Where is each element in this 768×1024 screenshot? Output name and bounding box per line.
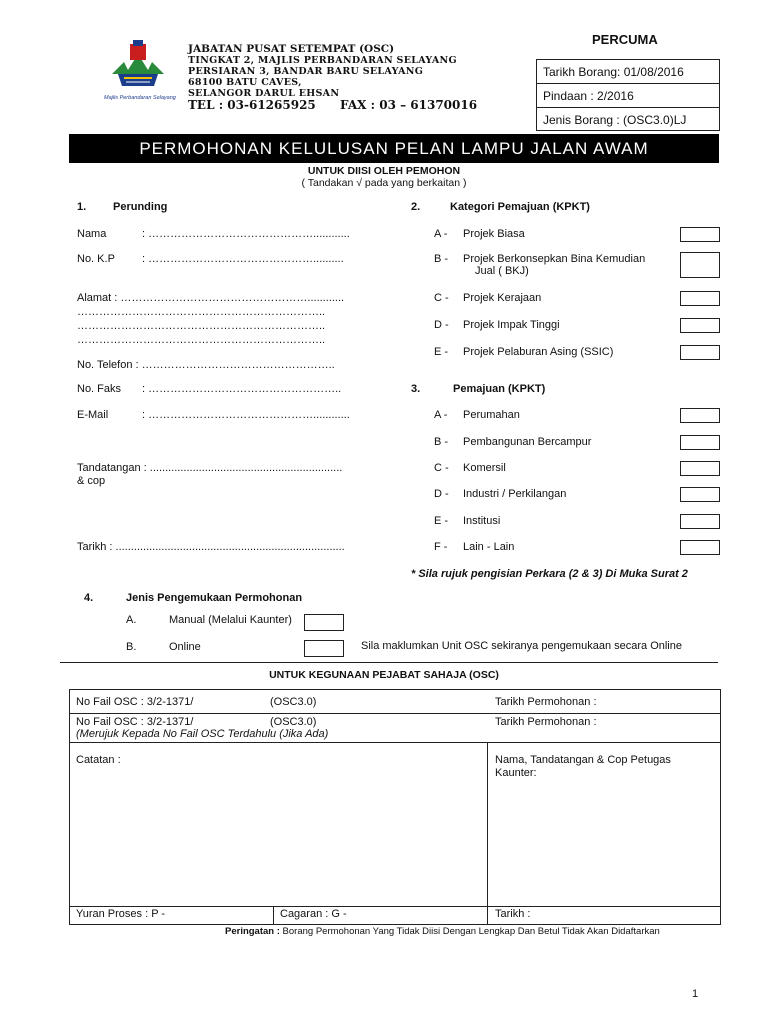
instruction: ( Tandakan √ pada yang berkaitan )	[301, 177, 467, 189]
cop-label: & cop	[77, 475, 106, 487]
kategori-a-label: Projek Biasa	[463, 228, 525, 240]
kategori-d-checkbox[interactable]	[680, 318, 720, 333]
address-line-1: TINGKAT 2, MAJLIS PERBANDARAN SELAYANG	[188, 55, 457, 66]
submission-a-code: A.	[126, 614, 137, 626]
kategori-c-checkbox[interactable]	[680, 291, 720, 306]
nokp-label: No. K.P	[77, 253, 115, 265]
fax: FAX : 03 – 61370016	[340, 98, 478, 112]
tarikh-permohonan-2: Tarikh Permohonan :	[495, 716, 597, 728]
pemajuan-d-code: D -	[434, 488, 449, 500]
pemajuan-a-label: Perumahan	[463, 409, 520, 421]
pindaan: Pindaan : 2/2016	[537, 84, 719, 108]
form-title: PERMOHONAN KELULUSAN PELAN LAMPU JALAN AWAM	[69, 134, 719, 163]
percuma-label: PERCUMA	[592, 32, 658, 47]
pemajuan-c-code: C -	[434, 462, 449, 474]
pemajuan-e-checkbox[interactable]	[680, 514, 720, 529]
kategori-d-label: Projek Impak Tinggi	[463, 319, 560, 331]
osc-1: (OSC3.0)	[270, 696, 317, 708]
pemajuan-d-label: Industri / Perkilangan	[463, 488, 567, 500]
office-vline-2	[273, 906, 274, 924]
tandatangan-field[interactable]: Tandatangan : ...............................................................	[77, 462, 343, 474]
kategori-a-checkbox[interactable]	[680, 227, 720, 242]
nama-field[interactable]: : ………………………………………............	[142, 228, 350, 240]
tarikh-borang: Tarikh Borang: 01/08/2016	[537, 60, 719, 84]
section-3-note: * Sila rujuk pengisian Perkara (2 & 3) Di Muka Surat 2	[411, 568, 688, 580]
kategori-b-checkbox[interactable]	[680, 252, 720, 278]
office-row-divider-3	[70, 906, 720, 907]
faks-label: No. Faks	[77, 383, 122, 395]
tarikh-permohonan-1: Tarikh Permohonan :	[495, 696, 597, 708]
kategori-c-label: Projek Kerajaan	[463, 292, 542, 304]
section-4-number: 4.	[84, 592, 94, 604]
nama-label: Nama	[77, 228, 107, 240]
catatan-label: Catatan :	[76, 754, 121, 766]
kategori-b-code: B -	[434, 253, 449, 265]
email-field[interactable]: : ………………………………………............	[142, 409, 350, 421]
email-label: E-Mail	[77, 409, 109, 421]
warning-text: Borang Permohonan Yang Tidak Diisi Dengan Lengkap Dan Betul Tidak Akan Didaftarkan	[279, 926, 660, 937]
warning-label: Peringatan :	[225, 926, 280, 937]
nama-petugas-label: Nama, Tandatangan & Cop Petugas Kaunter:	[495, 754, 671, 779]
jenis-borang: Jenis Borang : (OSC3.0)LJ	[543, 112, 687, 127]
cagaran-label: Cagaran : G -	[280, 908, 347, 920]
kategori-c-code: C -	[434, 292, 449, 304]
online-checkbox[interactable]	[304, 640, 344, 657]
pemajuan-c-label: Komersil	[463, 462, 506, 474]
section-3-heading: Pemajuan (KPKT)	[453, 383, 546, 395]
kategori-b-label: Projek Berkonsepkan Bina Kemudian	[463, 253, 646, 265]
section-divider	[60, 662, 718, 663]
logo	[104, 40, 176, 106]
pemajuan-c-checkbox[interactable]	[680, 461, 720, 476]
office-use-table	[69, 689, 721, 925]
section-4-heading: Jenis Pengemukaan Permohonan	[126, 592, 303, 604]
alamat-field[interactable]: Alamat : ……………………………………………............	[77, 292, 345, 304]
nofail-2: No Fail OSC : 3/2-1371/	[76, 716, 194, 728]
pemajuan-a-code: A -	[434, 409, 448, 421]
pemajuan-d-checkbox[interactable]	[680, 487, 720, 502]
page-number: 1	[692, 988, 699, 1000]
section-2-heading: Kategori Pemajuan (KPKT)	[450, 201, 590, 213]
pemajuan-f-code: F -	[434, 541, 448, 553]
kategori-b-label-2: Jual ( BKJ)	[475, 265, 529, 277]
pemajuan-a-checkbox[interactable]	[680, 408, 720, 423]
submission-b-label: Online	[169, 641, 201, 653]
pemajuan-b-checkbox[interactable]	[680, 435, 720, 450]
alamat-line-4[interactable]: …………………………………………………………..	[77, 334, 326, 346]
office-heading: UNTUK KEGUNAAN PEJABAT SAHAJA (OSC)	[269, 669, 499, 681]
nofail-1: No Fail OSC : 3/2-1371/	[76, 696, 194, 708]
manual-checkbox[interactable]	[304, 614, 344, 631]
pemajuan-f-label: Lain - Lain	[463, 541, 515, 553]
pemajuan-b-code: B -	[434, 436, 449, 448]
tarikh-field[interactable]: Tarikh : ...........................................................................	[77, 541, 345, 553]
pemajuan-b-label: Pembangunan Bercampur	[463, 436, 592, 448]
pemajuan-f-checkbox[interactable]	[680, 540, 720, 555]
section-3-number: 3.	[411, 383, 421, 395]
submission-a-label: Manual (Melalui Kaunter)	[169, 614, 292, 626]
telefon-field[interactable]: No. Telefon : ……………………………………………..	[77, 359, 335, 371]
online-note: Sila maklumkan Unit OSC sekiranya pengemukaan secara Online	[361, 640, 682, 652]
office-row-divider-2	[70, 742, 720, 743]
telephone: TEL : 03-61265925	[188, 98, 316, 112]
section-1-heading: Perunding	[113, 201, 168, 213]
subtitle: UNTUK DIISI OLEH PEMOHON	[307, 165, 461, 177]
faks-field[interactable]: : ……………………………………………..	[142, 383, 342, 395]
merujuk-note: (Merujuk Kepada No Fail OSC Terdahulu (Jika Ada)	[76, 728, 329, 740]
office-vline-1	[487, 742, 488, 924]
submission-b-code: B.	[126, 641, 137, 653]
kategori-e-label: Projek Pelaburan Asing (SSIC)	[463, 346, 614, 358]
kategori-a-code: A -	[434, 228, 448, 240]
section-1-number: 1.	[77, 201, 87, 213]
address-line-2: PERSIARAN 3, BANDAR BARU SELAYANG	[188, 66, 424, 77]
yuran-label: Yuran Proses : P -	[76, 908, 166, 920]
kategori-e-checkbox[interactable]	[680, 345, 720, 360]
office-tarikh-label: Tarikh :	[495, 908, 531, 920]
address-line-3: 68100 BATU CAVES,	[188, 77, 302, 88]
kategori-e-code: E -	[434, 346, 449, 358]
osc-2: (OSC3.0)	[270, 716, 317, 728]
warning	[225, 926, 660, 937]
address-line-4: SELANGOR DARUL EHSAN	[188, 88, 340, 99]
office-row-divider-1	[70, 713, 720, 714]
alamat-line-2[interactable]: …………………………………………………………..	[77, 306, 326, 318]
kategori-d-code: D -	[434, 319, 449, 331]
section-2-number: 2.	[411, 201, 421, 213]
form-meta-box	[536, 59, 720, 131]
alamat-line-3[interactable]: …………………………………………………………..	[77, 320, 326, 332]
pemajuan-e-label: Institusi	[463, 515, 501, 527]
nokp-field[interactable]: : ………………………………………..........	[142, 253, 344, 265]
pemajuan-e-code: E -	[434, 515, 449, 527]
org-name: JABATAN PUSAT SETEMPAT (OSC)	[188, 43, 395, 55]
municipal-logo-icon	[104, 40, 172, 92]
logo-caption: Majlis Perbandaran Selayang	[104, 95, 176, 101]
